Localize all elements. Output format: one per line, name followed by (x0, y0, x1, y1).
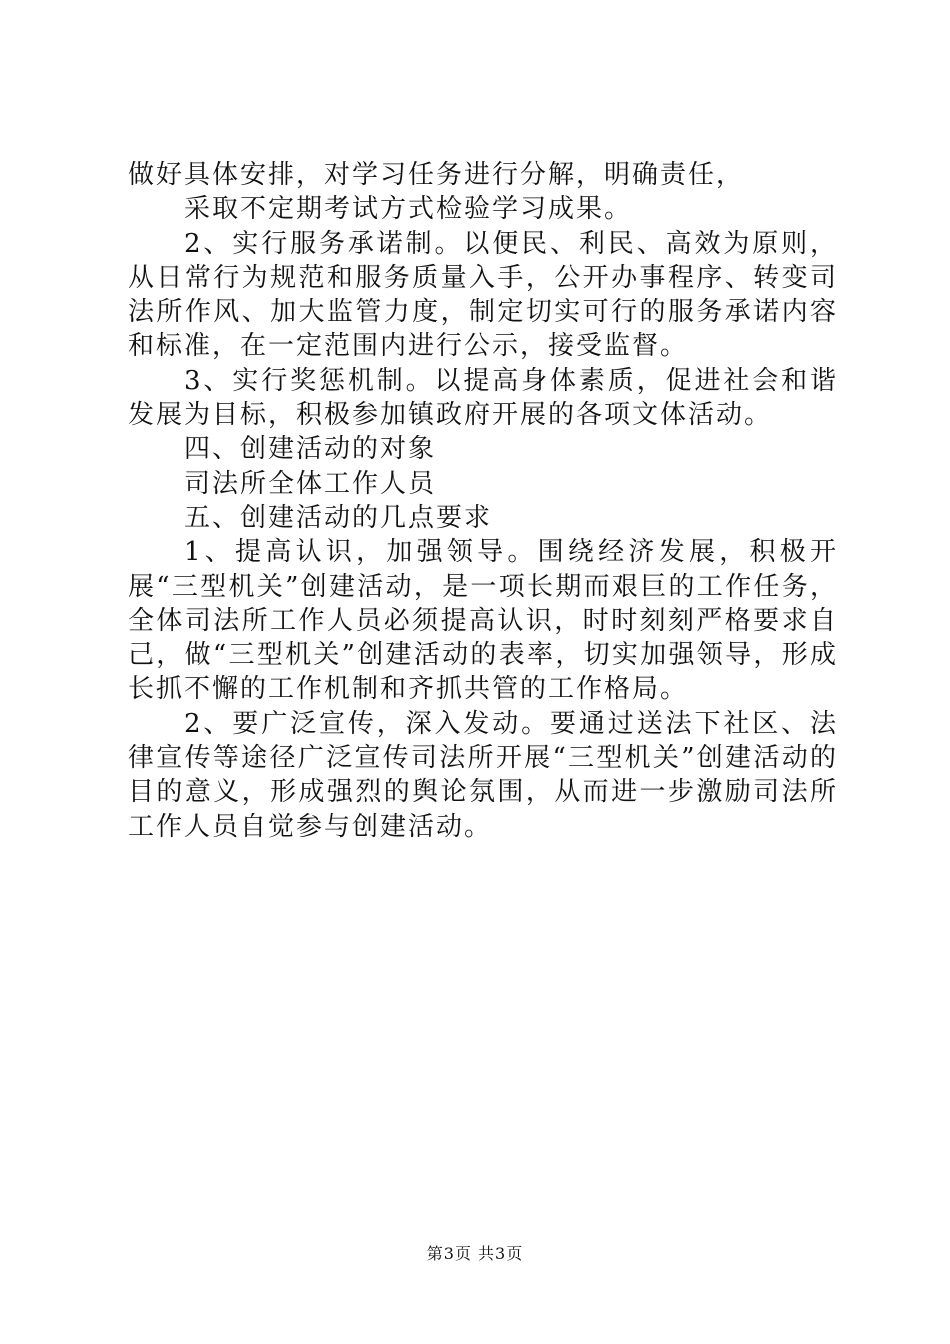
paragraph-1: 做好具体安排，对学习任务进行分解，明确责任， (128, 160, 745, 190)
paragraph-2: 采取不定期考试方式检验学习成果。 (184, 194, 633, 225)
paragraph-4: 3、实行奖惩机制。以提高身体素质，促进社会和谐发展为目标，积极参加镇政府开展的各项文体活动。 (128, 365, 838, 431)
paragraph-8: 1、提高认识，加强领导。围绕经济发展，积极开展“三型机关”创建活动，是一项长期而艰巨的工作任务，全体司法所工作人员必须提高认识，时时刻刻严格要求自己，做“三型机关”创建活动的表率，切实加强领导，形成长抓不懈的工作机制和齐抓共管的工作格局。 (128, 537, 838, 705)
page-footer: 第3页 共3页 (426, 1244, 524, 1263)
document-body (128, 158, 838, 844)
paragraph-3: 2、实行服务承诺制。以便民、利民、高效为原则，从日常行为规范和服务质量入手，公开办事程序、转变司法所作风、加大监管力度，制定切实可行的服务承诺内容和标准，在一定范围内进行公示，接受监督。 (128, 228, 838, 362)
paragraph-9: 2、要广泛宣传，深入发动。要通过送法下社区、法律宣传等途径广泛宣传司法所开展“三型机关”创建活动的目的意义，形成强烈的舆论氛围，从而进一步激励司法所工作人员自觉参与创建活动。 (128, 708, 838, 842)
section-heading-5: 五、创建活动的几点要求 (184, 502, 493, 533)
paragraph-6: 司法所全体工作人员 (184, 468, 437, 499)
section-heading-4: 四、创建活动的对象 (184, 434, 437, 465)
